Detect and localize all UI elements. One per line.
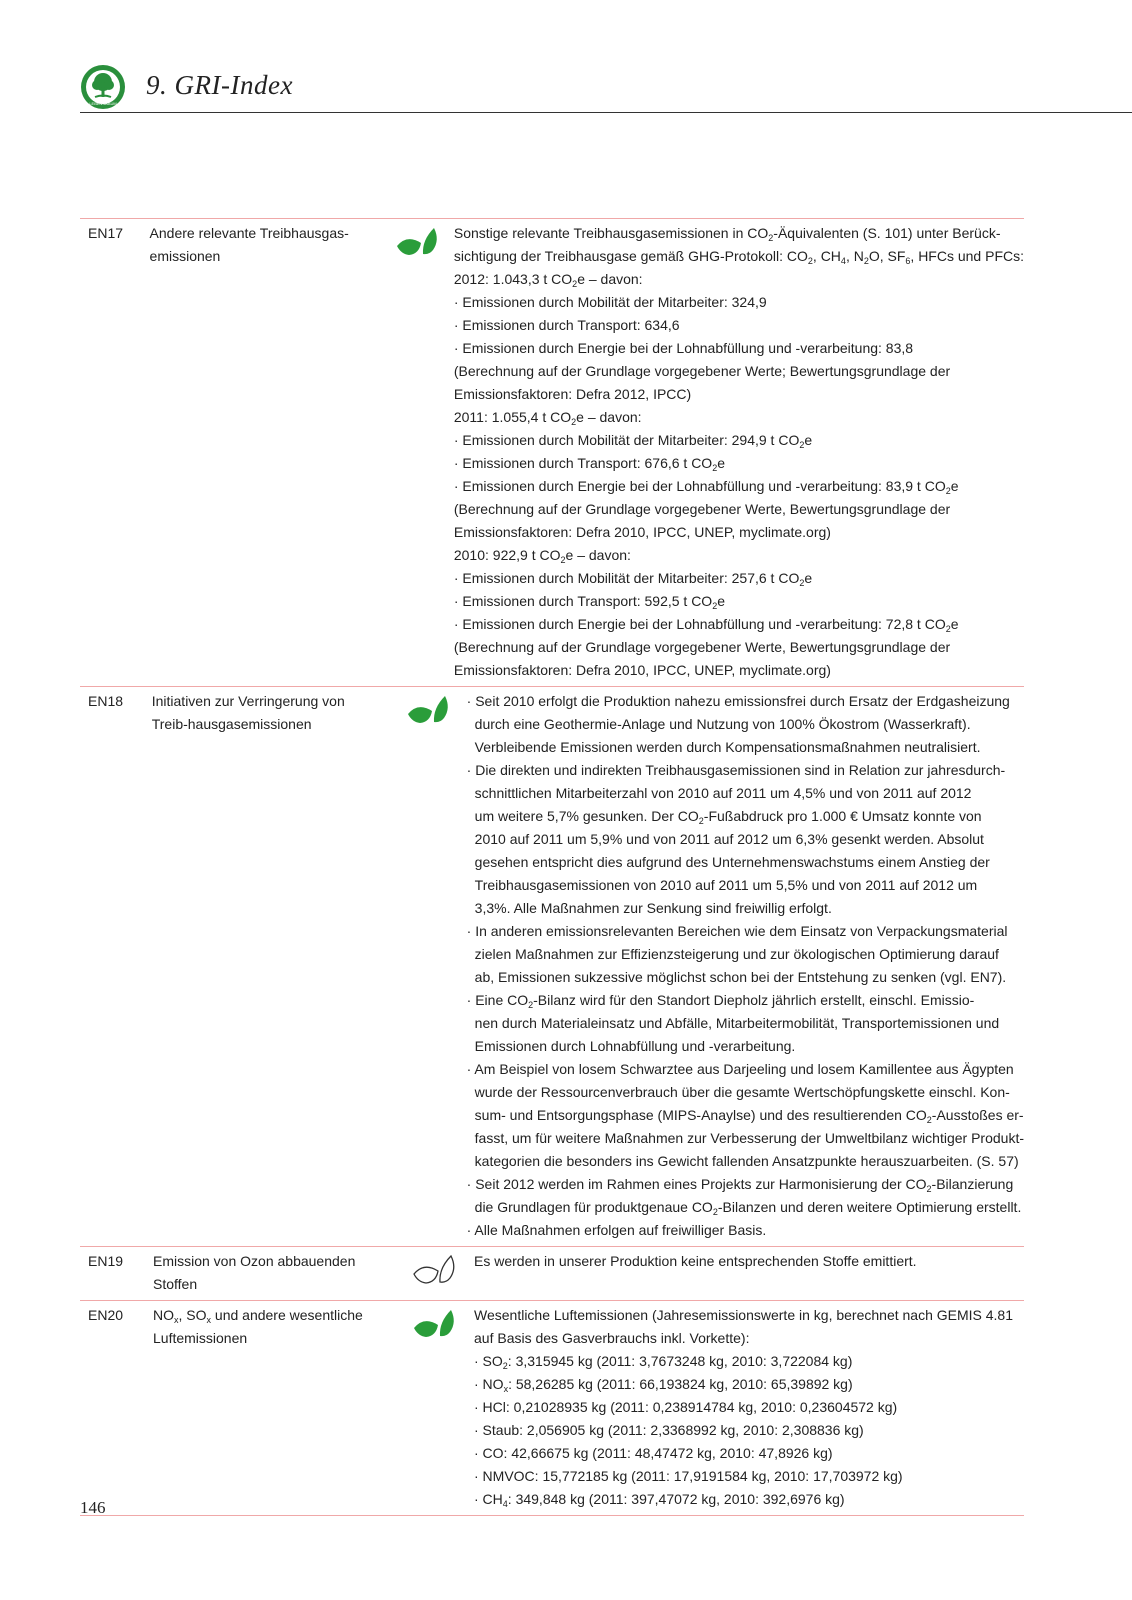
fulfillment-indicator	[386, 222, 454, 682]
leaf-full-icon	[406, 694, 452, 728]
indicator-description: Sonstige relevante Treibhausgasemissionen in $CO_2$-Äquivalenten (S. 101) unter Berück- sichtigung der Treibhausgase gemäß GHG-Protokoll: $CO_2$, $CH_4$, $N_2O$, $SF_6$, HFCs und PFCs: 2012: 1.043,3 t $CO_2e$ – davon: · Emissionen durch Mobilität der Mitarbeiter: 324,9 · Emissionen durch Transport: 634,6 · Emissionen durch Energie bei der Lohnabfüllung und -verarbeitung: 83,8 (Berechnung auf der Grundlage vorgegebener Werte; Bewertungsgrundlage der Emissionsfaktoren: Defra 2012, IPCC) 2011: 1.055,4 t $CO_2e$ – davon: · Emissionen durch Mobilität der Mitarbeiter: 294,9 t $CO_2e$ · Emissionen durch Transport: 676,6 t $CO_2e$ · Emissionen durch Energie bei der Lohnabfüllung und -verarbeitung: 83,9 t $CO_2e$ (Berechnung auf der Grundlage vorgegebener Werte, Bewertungsgrundlage der Emissionsfaktoren: Defra 2010, IPCC, UNEP, myclimate.org) 2010: 922,9 t $CO_2e$ – davon: · Emissionen durch Mobilität der Mitarbeiter: 257,6 t $CO_2e$ · Emissionen durch Transport: 592,5 t $CO_2e$ · Emissionen durch Energie bei der Lohnabfüllung und -verarbeitung: 72,8 t $CO_2e$ (Berechnung auf der Grundlage vorgegebener Werte, Bewertungsgrundlage der Emissionsfaktoren: Defra 2010, IPCC, UNEP, myclimate.org)	[453, 225, 1025, 678]
indicator-title: Andere relevante Treibhausgas- emissionen	[149, 225, 349, 264]
indicator-description: Wesentliche Luftemissionen (Jahresemissionswerte in kg, berechnet nach GEMIS 4.81 auf Basis des Gasverbrauchs inkl. Vorkette): · $SO_2$: 3,315945 kg (2011: 3,7673248 kg, 2010: 3,722084 kg) · $NO_x$: 58,26285 kg (2011: 66,193824 kg, 2010: 65,39892 kg) · HCl: 0,21028935 kg (2011: 0,238914784 kg, 2010: 0,23604572 kg) · Staub: 2,056905 kg (2011: 2,3368992 kg, 2010: 2,308836 kg) · CO: 42,66675 kg (2011: 48,47472 kg, 2010: 47,8926 kg) · NMVOC: 15,772185 kg (2011: 17,9191584 kg, 2010: 17,703972 kg) · $CH_4$: 349,848 kg (2011: 397,47072 kg, 2010: 392,6976 kg)	[474, 1307, 1014, 1509]
indicator-description: · Seit 2010 erfolgt die Produktion nahezu emissionsfrei durch Ersatz der Erdgasheizung durch eine Geothermie-Anlage und Nutzung von 100% Ökostrom (Wasserkraft). Verbleibende Emissionen werden durch Kompensationsmaßnahmen neutralisiert. · Die direkten und indirekten Treibhausgasemissionen sind in Relation zur jahresdurch- schnittlichen Mitarbeiterzahl von 2010 auf 2011 um 4,5% und von 2011 auf 2012 um weitere 5,7% gesunken. Der $CO_2$-Fußabdruck pro 1.000 € Umsatz konnte von 2010 auf 2011 um 5,9% und von 2011 auf 2012 um 6,3% gesenkt werden. Absolut gesehen entspricht dies aufgrund des Unternehmenswachstums einem Anstieg der Treibhausgasemissionen von 2010 auf 2011 um 5,5% und von 2011 auf 2012 um 3,3%. Alle Maßnahmen zur Senkung sind freiwillig erfolgt. · In anderen emissionsrelevanten Bereichen wie dem Einsatz von Verpackungsmaterial zielen Maßnahmen zur Effizienzsteigerung und zur ökologischen Optimierung darauf ab, Emissionen sukzessive möglichst schon bei der Entstehung zu senken (vgl. EN7). · Eine $CO_2$-Bilanz wird für den Standort Diepholz jährlich erstellt, einschl. Emissio- nen durch Materialeinsatz und Abfälle, Mitarbeitermobilität, Transportemissionen und Emissionen durch Lohnabfüllung und -verarbeitung. · Am Beispiel von losem Schwarztee aus Darjeeling und losem Kamillentee aus Ägypten wurde der Ressourcenverbrauch über die gesamte Wertschöpfungskette einschl. Kon- sum- und Entsorgungsphase (MIPS-Anaylse) und des resultierenden $CO_2$-Ausstoßes er- fasst, um für weitere Maßnahmen zur Verbesserung der Umweltbilanz wichtiger Produkt- kategorien die besonders ins Gewicht fallenden Ansatzpunkte herauszuarbeiten. (S. 57) · Seit 2012 werden im Rahmen eines Projekts zur Harmonisierung der $CO_2$-Bilanzierung die Grundlagen für produktgenaue $CO_2$-Bilanzen und deren weitere Optimierung erstellt. · Alle Maßnahmen erfolgen auf freiwilliger Basis.	[466, 693, 1024, 1238]
indicator-code: EN20	[88, 1307, 124, 1323]
indicator-code: EN18	[88, 693, 124, 709]
page-title: 9. GRI-Index	[146, 70, 293, 100]
indicator-description: Es werden in unserer Produktion keine entsprechenden Stoffe emittiert.	[474, 1253, 917, 1269]
table-row-en17	[80, 219, 1024, 687]
fulfillment-indicator	[397, 690, 467, 1242]
svg-text:LEBENSBAUM: LEBENSBAUM	[89, 101, 117, 106]
fulfillment-indicator	[403, 1304, 474, 1511]
leaf-outline-icon	[412, 1254, 458, 1288]
gri-table	[80, 218, 1024, 1516]
page-number: 146	[80, 1498, 106, 1517]
table-row-en18	[80, 687, 1024, 1247]
table-row-en20	[80, 1301, 1024, 1516]
table-row-en19	[80, 1247, 1024, 1301]
indicator-title: $NO_x$, $SO_x$ und andere wesentliche Luftemissionen	[153, 1307, 363, 1346]
header-divider	[80, 112, 1132, 113]
fulfillment-indicator	[403, 1250, 474, 1296]
indicator-title: Initiativen zur Verringerung von Treib-hausgasemissionen	[151, 693, 345, 732]
indicator-code: EN19	[88, 1253, 124, 1269]
lebensbaum-logo-icon	[80, 64, 126, 110]
leaf-full-icon	[412, 1308, 458, 1342]
leaf-full-icon	[395, 226, 441, 260]
indicator-title: Emission von Ozon abbauenden Stoffen	[153, 1253, 356, 1292]
indicator-code: EN17	[88, 225, 124, 241]
